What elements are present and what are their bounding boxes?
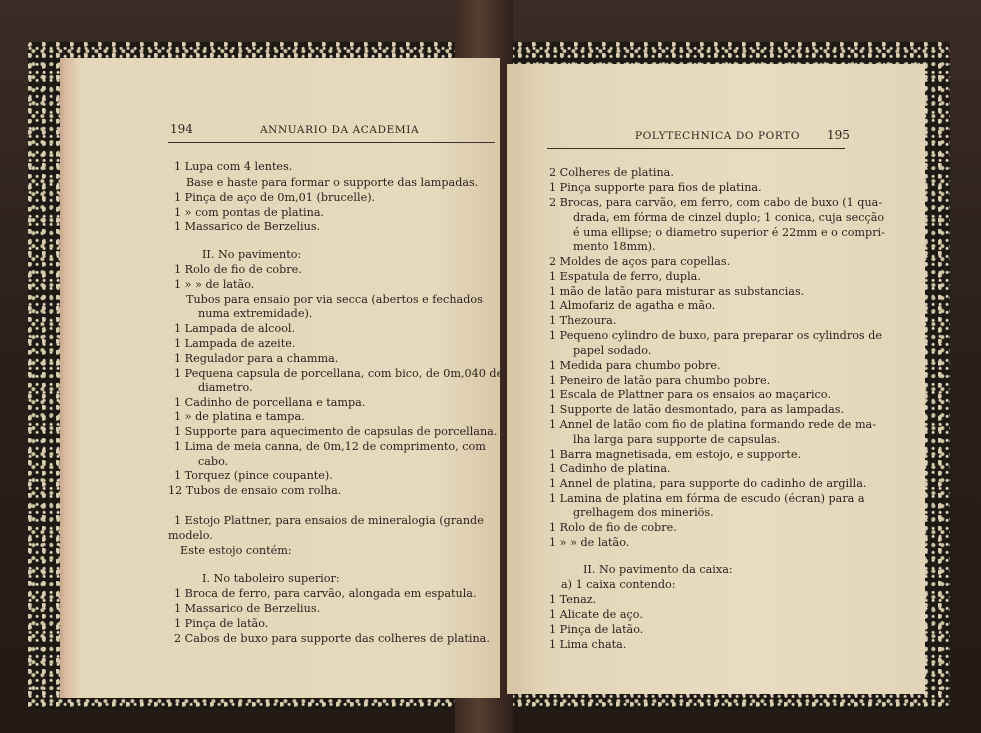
left-page — [60, 58, 504, 698]
text-line: 2 Cabos de buxo para supporte das colheres de platina. — [174, 632, 490, 645]
text-line: 1 Regulador para a chamma. — [174, 352, 339, 365]
text-line: 1 Escala de Plattner para os ensaios ao maçarico. — [549, 388, 831, 401]
text-line: 1 Rolo de fio de cobre. — [549, 521, 677, 534]
text-line: 12 Tubos de ensaio com rolha. — [168, 484, 342, 497]
text-line: 1 » com pontas de platina. — [174, 206, 325, 219]
text-line: 1 Espatula de ferro, dupla. — [549, 270, 701, 283]
header-rule — [547, 148, 845, 149]
text-line: 1 Lima chata. — [549, 638, 627, 651]
text-line: II. No pavimento: — [202, 248, 302, 261]
text-line: mento 18mm). — [573, 240, 656, 253]
text-line: 1 Estojo Plattner, para ensaios de mineralogia (grande — [174, 514, 484, 527]
text-line: 1 Massarico de Berzelius. — [174, 220, 321, 233]
text-line: 1 » » de latão. — [549, 536, 630, 549]
page-number: 194 — [170, 122, 193, 136]
running-head: ANNUARIO DA ACADEMIA — [260, 124, 420, 136]
text-line: 1 Lamina de platina em fórma de escudo (écran) para a — [549, 492, 865, 505]
page-number: 195 — [827, 128, 850, 142]
text-line: 1 Lampada de alcool. — [174, 322, 296, 335]
text-line: Tubos para ensaio por via secca (abertos e fechados — [186, 293, 483, 306]
text-line: 1 Cadinho de platina. — [549, 462, 671, 475]
text-line: I. No taboleiro superior: — [202, 572, 340, 585]
text-line: papel sodado. — [573, 344, 652, 357]
text-line: 1 Pinça de latão. — [549, 623, 644, 636]
text-line: 1 Lima de meia canna, de 0m,12 de comprimento, com — [174, 440, 486, 453]
text-line: 1 Pequena capsula de porcellana, com bico, de 0m,040 de — [174, 367, 504, 380]
text-line: 1 Alicate de aço. — [549, 608, 643, 621]
text-line: 1 Rolo de fio de cobre. — [174, 263, 302, 276]
text-line: 2 Brocas, para carvão, em ferro, com cabo de buxo (1 qua- — [549, 196, 883, 209]
text-line: 1 Torquez (pince coupante). — [174, 469, 333, 482]
text-line: 1 » » de latão. — [174, 278, 255, 291]
text-line: II. No pavimento da caixa: — [583, 563, 733, 576]
header-rule — [168, 142, 495, 143]
text-line: drada, em fórma de cinzel duplo; 1 conica, cuja secção — [573, 211, 885, 224]
text-line: 1 Supporte de latão desmontado, para as lampadas. — [549, 403, 845, 416]
text-line: grelhagem dos mineriös. — [573, 506, 714, 519]
text-line: 1 Lupa com 4 lentes. — [174, 160, 293, 173]
text-line: 1 Almofariz de agatha e mão. — [549, 299, 716, 312]
text-line: 2 Moldes de aços para copellas. — [549, 255, 731, 268]
text-line: 1 Cadinho de porcellana e tampa. — [174, 396, 366, 409]
text-line: cabo. — [198, 455, 229, 468]
text-line: 1 Pequeno cylindro de buxo, para preparar os cylindros de — [549, 329, 883, 342]
text-line: 1 Thezoura. — [549, 314, 617, 327]
text-line: 1 Lampada de azeite. — [174, 337, 296, 350]
text-line: 1 Massarico de Berzelius. — [174, 602, 321, 615]
text-line: 1 » de platina e tampa. — [174, 410, 305, 423]
text-line: 1 Tenaz. — [549, 593, 597, 606]
text-line: modelo. — [168, 529, 213, 542]
text-line: 1 mão de latão para misturar as substancias. — [549, 285, 805, 298]
text-line: a) 1 caixa contendo: — [561, 578, 676, 591]
text-line: diametro. — [198, 381, 253, 394]
running-head: POLYTECHNICA DO PORTO — [635, 130, 801, 142]
text-line: 1 Barra magnetisada, em estojo, e supporte. — [549, 448, 802, 461]
text-line: 1 Broca de ferro, para carvão, alongada em espatula. — [174, 587, 477, 600]
text-line: Base e haste para formar o supporte das lampadas. — [186, 176, 479, 189]
text-line: 1 Pinça de latão. — [174, 617, 269, 630]
text-line: 1 Peneiro de latão para chumbo pobre. — [549, 374, 771, 387]
text-line: 1 Supporte para aquecimento de capsulas de porcellana. — [174, 425, 498, 438]
right-page — [507, 64, 925, 694]
text-line: lha larga para supporte de capsulas. — [573, 433, 781, 446]
text-line: 1 Pinça de aço de 0m,01 (brucelle). — [174, 191, 376, 204]
text-line: 1 Annel de latão com fio de platina formando rede de ma- — [549, 418, 876, 431]
text-line: Este estojo contém: — [180, 544, 292, 557]
text-line: 1 Pinça supporte para fios de platina. — [549, 181, 762, 194]
text-line: 2 Colheres de platina. — [549, 166, 674, 179]
text-line: 1 Annel de platina, para supporte do cadinho de argilla. — [549, 477, 867, 490]
text-line: 1 Medida para chumbo pobre. — [549, 359, 721, 372]
text-line: numa extremidade). — [198, 307, 313, 320]
text-line: é uma ellipse; o diametro superior é 22mm e o compri- — [573, 226, 885, 239]
